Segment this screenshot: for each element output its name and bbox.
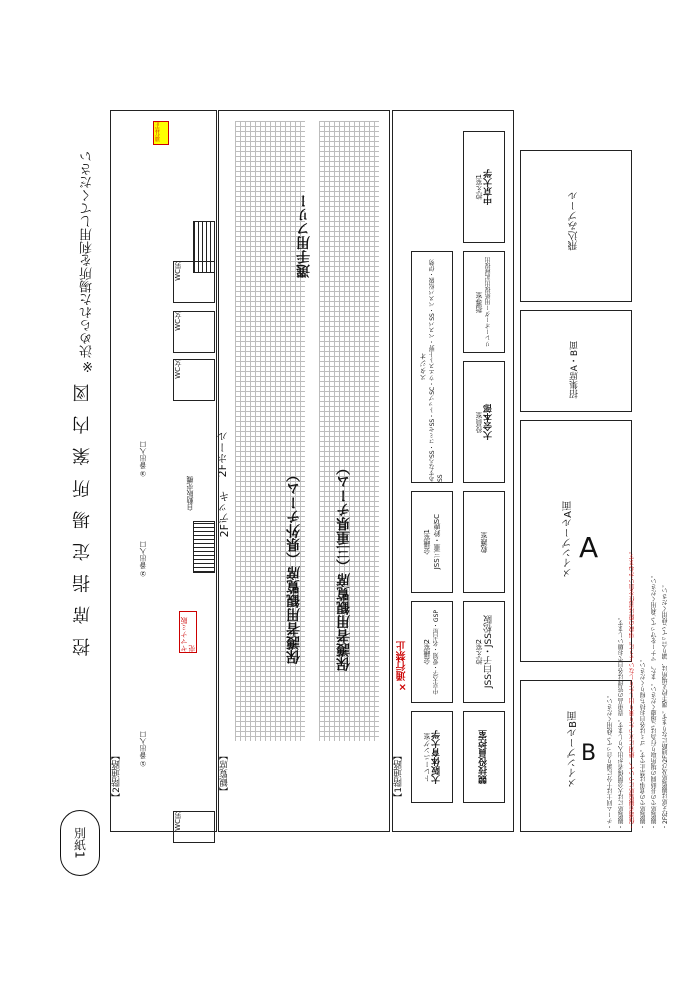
note-2: ・観覧席での食事は禁止です。ゴミは各自お持ち帰りください。 [640, 656, 647, 830]
seats-area: 招集席A・B面 [520, 310, 632, 412]
wc-2: WC女 [173, 359, 215, 401]
note-1: ・観覧席での長時間の場所取り行為はご遠慮ください。また、マナーを守ってご利用ください。 [651, 572, 658, 830]
guide-room: 指導室 リレーオーダー用紙提出記録提出 [463, 251, 505, 353]
page-title: 控 席 指 定 場 所 案 内 図 [72, 380, 93, 656]
rescue-room: 救護室 [463, 491, 505, 593]
floor1-banned: ×通行禁止 [397, 641, 408, 692]
notes [590, 480, 670, 830]
notice: ※決められた場所を利用してください [80, 150, 95, 373]
pref-out-label: 保護者用観覧席（県外チーム） [286, 468, 302, 664]
exhibit-label: 別紙1 [72, 827, 87, 859]
pool-b: メインプールB面 B [520, 680, 632, 832]
studio: スタジオ あすなろSS・コミセSS・トップSC・ウエスト上野・ベスパSS・ベスパ松阪・伊勢SS [411, 251, 453, 483]
yamanami-shop: ヤマナミ販売 [179, 611, 197, 653]
vending-machines: 自動販売機 [186, 476, 194, 511]
hall-label: 2Fホール [216, 431, 229, 478]
note-0: ・2F控え席は観覧席及び2F通路になります。選手控え場所は、譲り合ってご使用ください。 [662, 581, 669, 830]
stands-section: 【観覧席】 [220, 751, 230, 796]
staff-room: 競技役員控室 [463, 711, 505, 803]
hq-room: 役員室 大会本部 [463, 361, 505, 483]
wc-4: WC男 [173, 261, 215, 303]
meeting-room-1: 会議室1 JSS三重・鈴鹿SC [411, 491, 453, 593]
waiting-room-1: 控え室1 中京大学 [463, 131, 505, 243]
wc-3: WC女 [173, 311, 215, 353]
floor1-corridor [392, 110, 514, 832]
stands-area [218, 110, 390, 832]
exhibit-badge [60, 810, 100, 876]
pool-a: メインプールA面 A [520, 420, 632, 662]
meeting-room-2: 会議室2 中京大学・愛知・名古屋・GSP [411, 601, 453, 703]
deck-label: 2Fデッキ [218, 491, 231, 538]
note-4: ・観覧席には大会関係者が出入りします。貴重品の管理は各自でお願いします。 [618, 614, 625, 830]
banned-sign: 通行禁止 [153, 121, 169, 145]
entrance-1: ①番出入口 [139, 731, 147, 767]
floor2-section: 【2階通路】 [112, 751, 122, 802]
waiting-room-2: 控え室2 JSS白子・JSS松阪 [463, 601, 505, 703]
entrance-2: ②番出入口 [139, 541, 147, 577]
dive-pool: 飛込みプール [520, 150, 632, 302]
pref-mie-label: 保護者用観覧席（三重県チーム） [336, 461, 352, 671]
floor1-section: 【1階通路】 [394, 751, 404, 802]
entrance-3: ③番出入口 [139, 441, 147, 477]
swimmer-free-label: 選手用フリー [296, 194, 312, 278]
note-3: ・保護者観覧席について、絶対に立ったり乗り出したりしないように。事故の際は責任を負いかねます。 [629, 548, 636, 830]
note-5: ・チーム同士は十分に譲り合ってご使用ください。 [607, 692, 614, 830]
stair-2 [193, 521, 215, 573]
training-room: トレーニング室 大阪体育大学 [411, 711, 453, 803]
wc-1: WC男 [173, 811, 215, 843]
